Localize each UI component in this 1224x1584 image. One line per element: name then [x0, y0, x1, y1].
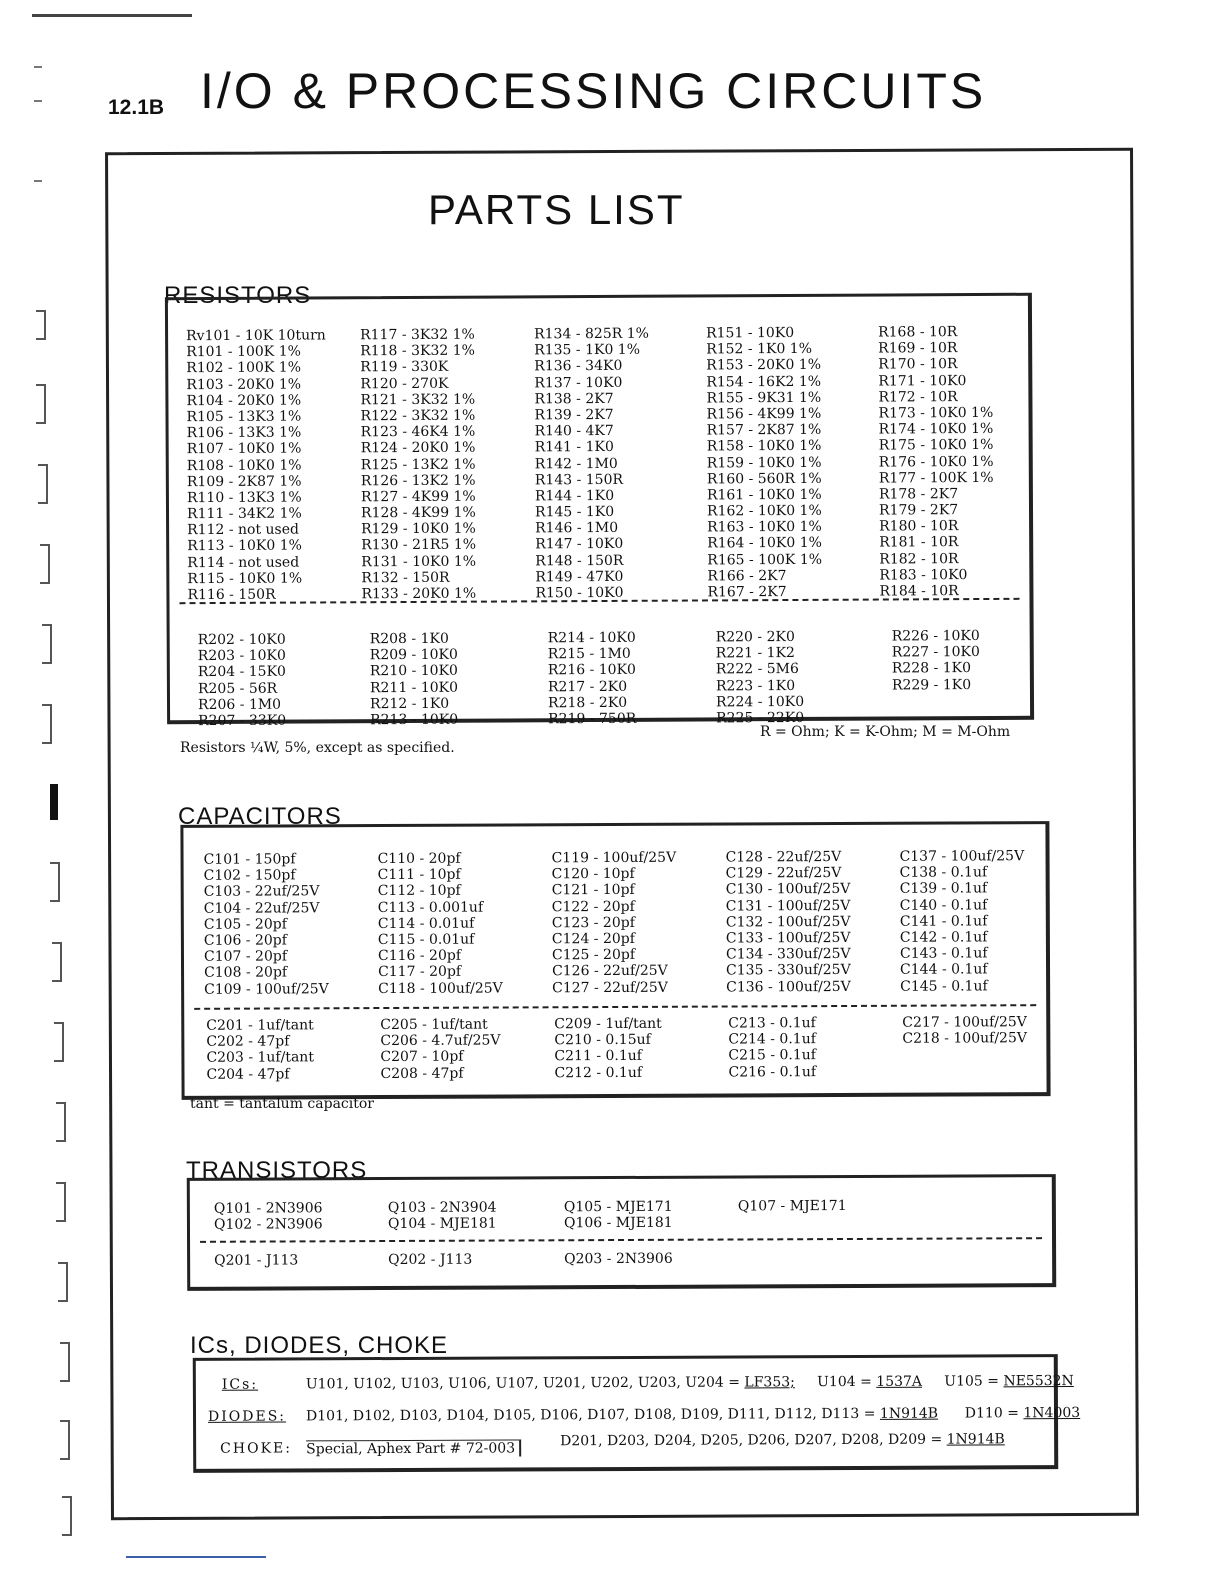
ics-diodes-choke-heading: ICs, DIODES, CHOKE: [190, 1332, 449, 1359]
part-entry: R213 - 10K0: [370, 711, 459, 729]
part-entry: C135 - 330uf/25V: [726, 962, 851, 979]
part-entry: R218 - 2K0: [547, 694, 628, 712]
parts-column: [206, 1017, 380, 1083]
part-entry: R202 - 10K0: [197, 631, 286, 649]
d110-label: D110 =: [964, 1405, 1019, 1422]
part-entry: C127 - 22uf/25V: [552, 979, 668, 996]
part-entry: R173 - 10K0 1%: [878, 404, 994, 422]
parts-column: [900, 848, 1041, 994]
part-entry: R211 - 10K0: [369, 679, 459, 696]
part-entry: R130 - 21R5 1%: [361, 537, 477, 554]
part-entry: C212 - 0.1uf: [554, 1064, 643, 1081]
part-entry: Q103 - 2N3904: [387, 1199, 497, 1217]
part-entry: R108 - 10K0 1%: [186, 457, 302, 474]
part-entry: R138 - 2K7: [534, 390, 614, 408]
part-entry: R107 - 10K0 1%: [186, 440, 302, 458]
binder-mark: [56, 1102, 66, 1142]
u105-label: U105 =: [944, 1373, 1000, 1390]
part-entry: R148 - 150R: [535, 552, 624, 569]
part-entry: C202 - 47pf: [206, 1033, 290, 1050]
parts-column: [198, 631, 371, 729]
part-entry: R172 - 10R: [878, 388, 958, 406]
dashed-separator: [194, 1004, 1036, 1010]
part-entry: R170 - 10R: [878, 356, 958, 373]
part-entry: R105 - 13K3 1%: [186, 408, 302, 426]
part-entry: Q202 - J113: [388, 1251, 473, 1269]
binder-mark: [42, 704, 52, 744]
diodes-part: 1N914B: [879, 1405, 939, 1422]
part-entry: Q106 - MJE181: [563, 1214, 673, 1232]
binder-mark: [34, 100, 42, 102]
part-entry: R182 - 10R: [879, 550, 959, 568]
part-entry: C203 - 1uf/tant: [206, 1049, 314, 1067]
part-entry: C126 - 22uf/25V: [552, 963, 668, 980]
choke-label: CHOKE:: [220, 1440, 292, 1457]
document-title: PARTS LIST: [428, 186, 685, 233]
part-entry: C112 - 10pf: [377, 883, 461, 900]
diodes-row: [306, 1405, 1080, 1424]
part-entry: R222 - 5M6: [715, 661, 799, 678]
part-entry: R152 - 1K0 1%: [706, 341, 813, 358]
capacitors-box: [180, 821, 1050, 1100]
u104-part: 1537A: [876, 1373, 923, 1390]
part-entry: R224 - 10K0: [715, 693, 805, 711]
part-entry: C109 - 100uf/25V: [204, 980, 329, 998]
part-entry: C132 - 100uf/25V: [725, 913, 851, 931]
capacitors-group-1: [204, 848, 1045, 997]
parts-column: [892, 628, 1029, 726]
part-entry: R158 - 10K0 1%: [706, 438, 822, 455]
part-entry: R104 - 20K0 1%: [186, 392, 302, 409]
part-entry: R212 - 1K0: [369, 695, 450, 712]
part-entry: C110 - 20pf: [377, 850, 461, 868]
part-entry: R162 - 10K0 1%: [706, 502, 822, 520]
part-entry: C128 - 22uf/25V: [725, 849, 842, 866]
part-entry: R178 - 2K7: [878, 485, 959, 503]
d110-part: 1N4003: [1023, 1405, 1081, 1422]
part-entry: C116 - 20pf: [377, 947, 462, 965]
part-entry: R150 - 10K0: [535, 584, 624, 602]
part-entry: R210 - 10K0: [369, 663, 458, 680]
part-entry: C114 - 0.01uf: [377, 915, 475, 932]
part-entry: Q203 - 2N3906: [564, 1250, 673, 1268]
part-entry: C217 - 100uf/25V: [902, 1014, 1027, 1031]
part-entry: R157 - 2K87 1%: [706, 421, 822, 439]
binder-mark: [36, 310, 46, 340]
part-entry: R183 - 10K0: [879, 566, 968, 584]
part-entry: R226 - 10K0: [891, 628, 980, 645]
part-entry: R114 - not used: [187, 554, 300, 571]
part-entry: R219 - 750R: [548, 710, 637, 728]
binder-mark: [34, 66, 42, 68]
part-entry: R137 - 10K0: [534, 374, 623, 391]
binder-mark: [34, 180, 42, 182]
part-entry: R167 - 2K7: [707, 584, 787, 601]
d200-part: 1N914B: [946, 1431, 1005, 1448]
diodes-list: D101, D102, D103, D104, D105, D106, D107, D108, D109, D111, D112, D113 =: [305, 1405, 876, 1425]
part-entry: R140 - 4K7: [534, 423, 614, 440]
part-entry: C215 - 0.1uf: [728, 1047, 816, 1064]
part-entry: C137 - 100uf/25V: [899, 848, 1025, 865]
part-entry: R122 - 3K32 1%: [360, 407, 476, 425]
part-entry: Q104 - MJE181: [387, 1215, 497, 1233]
part-entry: R133 - 20K0 1%: [361, 585, 477, 603]
part-entry: C129 - 22uf/25V: [725, 865, 842, 882]
part-entry: R127 - 4K99 1%: [360, 488, 476, 506]
part-entry: R175 - 10K0 1%: [878, 437, 994, 454]
part-entry: C122 - 20pf: [551, 898, 635, 915]
part-entry: C207 - 10pf: [380, 1049, 464, 1066]
part-entry: C211 - 0.1uf: [554, 1048, 642, 1065]
part-entry: R174 - 10K0 1%: [878, 421, 994, 438]
parts-column: [204, 851, 379, 997]
part-entry: R229 - 1K0: [891, 676, 972, 694]
part-entry: C139 - 0.1uf: [899, 880, 988, 898]
part-entry: R184 - 10R: [879, 583, 959, 600]
part-entry: R156 - 4K99 1%: [706, 405, 822, 423]
part-entry: C115 - 0.01uf: [377, 931, 475, 948]
part-entry: R126 - 13K2 1%: [360, 472, 476, 489]
part-entry: R163 - 10K0 1%: [707, 519, 822, 536]
parts-column: [186, 327, 361, 603]
part-entry: C113 - 0.001uf: [377, 899, 484, 916]
part-entry: R146 - 1M0: [535, 520, 619, 537]
parts-column: [564, 1250, 738, 1267]
d200-row: [560, 1431, 1005, 1449]
part-entry: C208 - 47pf: [380, 1065, 464, 1082]
resistors-box: [165, 293, 1034, 730]
ics-part: LF353;: [744, 1374, 795, 1391]
part-entry: R136 - 34K0: [534, 358, 623, 375]
part-entry: R139 - 2K7: [534, 406, 614, 424]
parts-column: [370, 630, 549, 728]
parts-column: [902, 1014, 1042, 1079]
parts-column: [548, 629, 717, 727]
part-entry: Q101 - 2N3906: [213, 1200, 323, 1217]
part-entry: R109 - 2K87 1%: [186, 473, 302, 490]
page-id: 12.1B: [108, 96, 165, 119]
scan-bottom-rule: [126, 1556, 266, 1558]
page-title: I/O & PROCESSING CIRCUITS: [200, 63, 987, 119]
parts-column: [564, 1198, 738, 1231]
part-entry: R204 - 15K0: [197, 664, 286, 681]
part-entry: Q201 - J113: [214, 1252, 299, 1269]
parts-column: [388, 1199, 564, 1232]
part-entry: C213 - 0.1uf: [728, 1015, 816, 1032]
part-entry: R113 - 10K0 1%: [187, 537, 302, 555]
transistors-group-2: [214, 1249, 1044, 1269]
parts-column: [378, 850, 553, 996]
scan-top-rule: [32, 14, 192, 17]
part-entry: R223 - 1K0: [715, 677, 796, 694]
part-entry: R134 - 825R 1%: [534, 325, 649, 343]
parts-column: [878, 324, 1027, 600]
parts-column: [214, 1200, 388, 1233]
binder-mark: [50, 862, 60, 902]
parts-column: [738, 1198, 912, 1231]
part-entry: R123 - 46K4 1%: [360, 423, 476, 441]
parts-column: [728, 1015, 902, 1081]
ics-diodes-choke-box: [193, 1354, 1081, 1473]
part-entry: Q102 - 2N3906: [213, 1216, 323, 1233]
part-entry: C107 - 20pf: [203, 948, 288, 965]
binder-mark: [54, 1022, 64, 1062]
part-entry: R143 - 150R: [534, 471, 624, 489]
part-entry: R153 - 20K0 1%: [706, 357, 822, 374]
part-entry: R225 - 22K0: [716, 709, 805, 727]
part-entry: C136 - 100uf/25V: [726, 978, 851, 996]
transistors-heading: TRANSISTORS: [186, 1157, 368, 1184]
binder-mark: [58, 1262, 68, 1302]
part-entry: R228 - 1K0: [891, 660, 972, 677]
part-entry: R214 - 10K0: [547, 629, 636, 647]
parts-column: [554, 1016, 728, 1082]
part-entry: C131 - 100uf/25V: [725, 897, 851, 915]
part-entry: R171 - 10K0: [878, 372, 967, 390]
transistors-group-1: [214, 1197, 1044, 1233]
part-entry: C130 - 100uf/25V: [725, 881, 851, 898]
part-entry: R179 - 2K7: [878, 502, 959, 519]
part-entry: C206 - 4.7uf/25V: [380, 1032, 501, 1050]
part-entry: C123 - 20pf: [551, 914, 635, 932]
part-entry: R176 - 10K0 1%: [878, 453, 994, 471]
capacitors-footnote: tant = tantalum capacitor: [190, 1096, 374, 1112]
binder-mark: [62, 1496, 72, 1536]
part-entry: R181 - 10R: [879, 534, 959, 551]
part-entry: R159 - 10K0 1%: [706, 454, 822, 471]
part-entry: C124 - 20pf: [551, 930, 635, 948]
part-entry: C143 - 0.1uf: [899, 945, 988, 962]
part-entry: C214 - 0.1uf: [728, 1031, 816, 1048]
part-entry: R209 - 10K0: [369, 646, 458, 664]
part-entry: R131 - 10K0 1%: [361, 553, 477, 570]
part-entry: R160 - 560R 1%: [706, 470, 822, 488]
part-entry: R118 - 3K32 1%: [360, 342, 475, 360]
parts-column: [380, 1016, 554, 1082]
part-entry: R145 - 1K0: [534, 503, 615, 521]
resistors-heading: RESISTORS: [164, 282, 312, 309]
part-entry: C205 - 1uf/tant: [380, 1016, 488, 1034]
part-entry: R119 - 330K: [360, 359, 449, 376]
part-entry: C209 - 1uf/tant: [554, 1015, 662, 1033]
binder-mark: [40, 544, 50, 584]
part-entry: C108 - 20pf: [204, 964, 288, 982]
part-entry: R203 - 10K0: [197, 647, 286, 665]
part-entry: C216 - 0.1uf: [728, 1063, 817, 1081]
part-entry: C125 - 20pf: [551, 947, 636, 964]
u104-label: U104 =: [817, 1373, 872, 1391]
part-entry: R221 - 1K2: [715, 645, 795, 662]
part-entry: R125 - 13K2 1%: [360, 456, 476, 473]
transistors-box: [187, 1174, 1056, 1291]
part-entry: R206 - 1M0: [197, 696, 282, 713]
part-entry: C119 - 100uf/25V: [551, 849, 677, 867]
part-entry: R164 - 10K0 1%: [707, 535, 822, 552]
part-entry: R166 - 2K7: [707, 567, 787, 585]
part-entry: Q107 - MJE171: [737, 1198, 847, 1215]
part-entry: R102 - 100K 1%: [186, 359, 302, 377]
part-entry: R217 - 2K0: [547, 678, 628, 695]
part-entry: R121 - 3K32 1%: [360, 391, 476, 409]
part-entry: R101 - 100K 1%: [186, 343, 301, 361]
part-entry: C104 - 22uf/25V: [203, 899, 320, 917]
part-entry: C204 - 47pf: [206, 1065, 290, 1083]
part-entry: R112 - not used: [187, 521, 300, 539]
resistors-unit-legend: R = Ohm; K = K-Ohm; M = M-Ohm: [760, 724, 1011, 740]
part-entry: R129 - 10K0 1%: [361, 520, 476, 538]
part-entry: C140 - 0.1uf: [899, 896, 988, 914]
part-entry: R132 - 150R: [361, 569, 450, 587]
parts-column: [388, 1251, 564, 1268]
binder-mark: [52, 942, 62, 982]
part-entry: R149 - 47K0: [535, 568, 624, 586]
part-entry: R124 - 20K0 1%: [360, 439, 476, 457]
part-entry: C210 - 0.15uf: [554, 1032, 651, 1049]
part-entry: R111 - 34K2 1%: [186, 505, 302, 523]
part-entry: R151 - 10K0: [706, 324, 795, 342]
part-entry: R142 - 1M0: [534, 455, 618, 472]
dashed-separator: [200, 1237, 1042, 1243]
u105-part: NE5532N: [1003, 1373, 1074, 1390]
part-entry: R205 - 56R: [197, 680, 278, 697]
ics-label: ICs:: [221, 1376, 259, 1393]
part-entry: C120 - 10pf: [551, 866, 635, 883]
part-entry: R116 - 150R: [187, 586, 276, 604]
part-entry: C201 - 1uf/tant: [206, 1017, 314, 1034]
part-entry: R215 - 1M0: [547, 646, 631, 663]
part-entry: R155 - 9K31 1%: [706, 389, 822, 407]
part-entry: R161 - 10K0 1%: [706, 486, 822, 504]
part-entry: C105 - 20pf: [203, 916, 287, 933]
part-entry: R227 - 10K0: [891, 644, 980, 661]
part-entry: R120 - 270K: [360, 375, 449, 392]
parts-column: [706, 325, 879, 601]
part-entry: R128 - 4K99 1%: [360, 504, 476, 522]
binder-mark: [50, 784, 58, 820]
binder-mark: [60, 1342, 70, 1382]
part-entry: R154 - 16K2 1%: [706, 373, 822, 391]
resistors-group-1: [186, 324, 1027, 604]
binder-mark: [42, 624, 52, 664]
ics-list: U101, U102, U103, U106, U107, U201, U202, U203, U204 =: [305, 1374, 740, 1393]
binder-mark: [56, 1182, 66, 1222]
part-entry: C106 - 20pf: [203, 932, 287, 949]
binder-mark: [38, 464, 48, 504]
parts-column: [726, 849, 901, 995]
parts-column: [534, 325, 707, 601]
part-entry: R106 - 13K3 1%: [186, 424, 302, 442]
part-entry: R208 - 1K0: [369, 630, 449, 648]
part-entry: C111 - 10pf: [377, 866, 461, 884]
part-entry: C117 - 20pf: [378, 963, 462, 981]
capacitors-group-2: [206, 1014, 1046, 1082]
part-entry: C102 - 150pf: [203, 867, 296, 884]
choke-description: Special, Aphex Part # 72-003: [306, 1439, 521, 1457]
part-entry: C144 - 0.1uf: [900, 961, 988, 979]
part-entry: C138 - 0.1uf: [899, 864, 988, 881]
parts-column: [360, 326, 535, 602]
part-entry: R135 - 1K0 1%: [534, 341, 641, 359]
part-entry: C133 - 100uf/25V: [725, 929, 851, 947]
part-entry: R144 - 1K0: [534, 487, 615, 505]
diodes-label: DIODES:: [207, 1408, 287, 1425]
parts-column: [552, 850, 727, 996]
part-entry: R207 - 33K0: [198, 712, 287, 730]
part-entry: R177 - 100K 1%: [878, 469, 994, 487]
d200-list: D201, D203, D204, D205, D206, D207, D208, D209 =: [560, 1431, 943, 1450]
binder-mark: [60, 1420, 70, 1460]
part-entry: R169 - 10R: [878, 340, 958, 357]
part-entry: R147 - 10K0: [535, 536, 624, 553]
capacitors-heading: CAPACITORS: [178, 803, 342, 830]
parts-column: [716, 628, 893, 726]
part-entry: R115 - 10K0 1%: [187, 570, 303, 587]
resistors-group-2: [198, 628, 1028, 729]
part-entry: R110 - 13K3 1%: [186, 489, 302, 507]
part-entry: R216 - 10K0: [547, 662, 636, 679]
part-entry: R220 - 2K0: [715, 628, 795, 646]
part-entry: R141 - 1K0: [534, 439, 614, 456]
part-entry: C101 - 150pf: [203, 851, 296, 868]
part-entry: C218 - 100uf/25V: [902, 1030, 1028, 1047]
part-entry: R180 - 10R: [879, 518, 959, 535]
resistors-footnote: Resistors ¼W, 5%, except as specified.: [180, 740, 455, 756]
part-entry: R165 - 100K 1%: [707, 551, 823, 569]
part-entry: C134 - 330uf/25V: [725, 946, 851, 963]
ics-row: [306, 1373, 1074, 1392]
part-entry: Q105 - MJE171: [563, 1198, 673, 1216]
part-entry: C145 - 0.1uf: [900, 977, 988, 995]
part-entry: Rv101 - 10K 10turn: [186, 327, 326, 345]
part-entry: R168 - 10R: [878, 324, 958, 341]
part-entry: C118 - 100uf/25V: [378, 979, 503, 997]
binder-mark: [36, 384, 46, 424]
part-entry: C141 - 0.1uf: [899, 913, 988, 930]
part-entry: R117 - 3K32 1%: [360, 326, 475, 344]
part-entry: C103 - 22uf/25V: [203, 883, 320, 901]
part-entry: C121 - 10pf: [551, 882, 635, 899]
parts-column: [214, 1252, 388, 1269]
part-entry: C142 - 0.1uf: [899, 929, 988, 946]
part-entry: R103 - 20K0 1%: [186, 376, 302, 393]
